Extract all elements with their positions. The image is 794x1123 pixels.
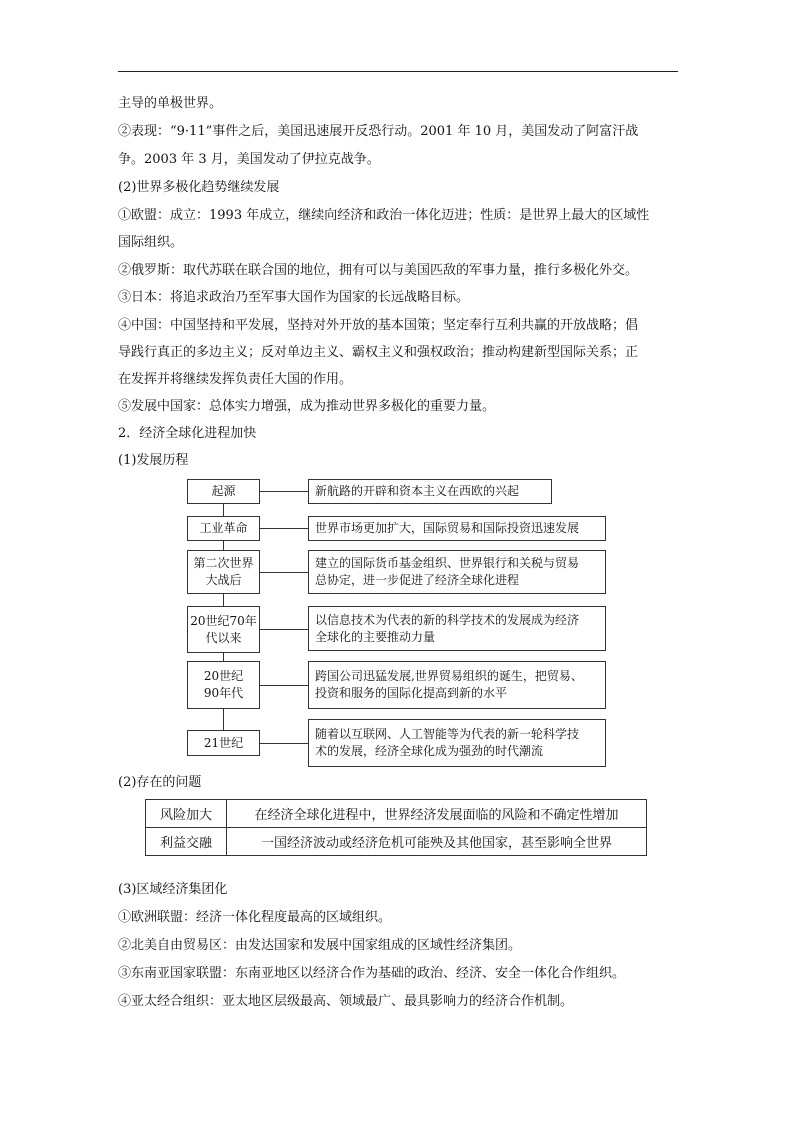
text-line: 主导的单极世界。 [118, 96, 223, 111]
timeline-stage: 20世纪 90年代 [187, 661, 260, 709]
section-heading: (3)区域经济集团化 [118, 882, 228, 897]
timeline-description: 以信息技术为代表的新的科学技术的发展成为经济 全球化的主要推动力量 [308, 606, 606, 651]
header-rule [118, 71, 678, 72]
text-line: ③日本：将追求政治乃至军事大国作为国家的长远战略目标。 [118, 290, 470, 305]
timeline-stage: 第二次世界 大战后 [187, 550, 260, 594]
table-row [146, 800, 647, 828]
problems-table [145, 799, 647, 856]
text-line: 导践行真正的多边主义；反对单边主义、霸权主义和强权政治；推动构建新型国际关系；正 [118, 345, 639, 360]
timeline-description: 新航路的开辟和资本主义在西欧的兴起 [308, 479, 552, 504]
timeline-link [223, 541, 224, 550]
timeline-stage: 起源 [187, 479, 260, 504]
text-line: ②表现：“9·11”事件之后，美国迅速展开反恐行动。2001 年 10 月，美国发动了阿富汗战 [118, 124, 639, 139]
text-line: ④亚太经合组织：亚太地区层级最高、领域最广、最具影响力的经济合作机制。 [118, 994, 574, 1009]
section-heading: (2)存在的问题 [118, 775, 202, 790]
section-heading: (2)世界多极化趋势继续发展 [118, 180, 280, 195]
table-cell-value: 在经济全球化进程中，世界经济发展面临的风险和不确定性增加 [227, 800, 647, 828]
timeline-description: 随着以互联网、人工智能等为代表的新一轮科学技 术的发展，经济全球化成为强劲的时代潮流 [308, 719, 606, 767]
section-heading: 2．经济全球化进程加快 [118, 426, 257, 441]
table-cell-key: 风险加大 [146, 800, 227, 828]
timeline-description: 建立的国际货币基金组织、世界银行和关税与贸易 总协定，进一步促进了经济全球化进程 [308, 550, 606, 594]
timeline-link [223, 709, 224, 730]
text-line: ④中国：中国坚持和平发展，坚持对外开放的基本国策；坚定奉行互利共赢的开放战略；倡 [118, 318, 639, 333]
text-line: 在发挥并将继续发挥负责任大国的作用。 [118, 372, 353, 387]
section-heading: (1)发展历程 [118, 453, 189, 468]
timeline-connector [260, 743, 308, 744]
table-row [146, 828, 647, 856]
timeline-stage: 21世纪 [187, 730, 260, 756]
timeline-stage: 20世纪70年 代以来 [187, 606, 260, 653]
text-line: 国际组织。 [118, 235, 184, 250]
timeline-connector [260, 528, 308, 529]
timeline-connector [260, 685, 308, 686]
table-cell-key: 利益交融 [146, 828, 227, 856]
text-line: ⑤发展中国家：总体实力增强，成为推动世界多极化的重要力量。 [118, 399, 496, 414]
text-line: ②北美自由贸易区：由发达国家和发展中国家组成的区域性经济集团。 [118, 938, 522, 953]
text-line: ②俄罗斯：取代苏联在联合国的地位，拥有可以与美国匹敌的军事力量，推行多极化外交。 [118, 263, 639, 278]
timeline-link [223, 653, 224, 661]
text-line: 争。2003 年 3 月，美国发动了伊拉克战争。 [118, 152, 380, 167]
text-line: ③东南亚国家联盟：东南亚地区以经济合作为基础的政治、经济、安全一体化合作组织。 [118, 966, 626, 981]
timeline-link [223, 594, 224, 606]
text-line: ①欧洲联盟：经济一体化程度最高的区域组织。 [118, 910, 392, 925]
timeline-description: 跨国公司迅猛发展,世界贸易组织的诞生，把贸易、 投资和服务的国际化提高到新的水平 [308, 661, 606, 709]
timeline-link [223, 504, 224, 516]
table-cell-value: 一国经济波动或经济危机可能殃及其他国家，甚至影响全世界 [227, 828, 647, 856]
timeline-connector [260, 491, 308, 492]
timeline-connector [260, 629, 308, 630]
timeline-description: 世界市场更加扩大，国际贸易和国际投资迅速发展 [308, 516, 606, 541]
timeline-stage: 工业革命 [187, 516, 260, 541]
text-line: ①欧盟：成立：1993 年成立，继续向经济和政治一体化迈进；性质：是世界上最大的区域性 [118, 208, 650, 223]
timeline-connector [260, 572, 308, 573]
